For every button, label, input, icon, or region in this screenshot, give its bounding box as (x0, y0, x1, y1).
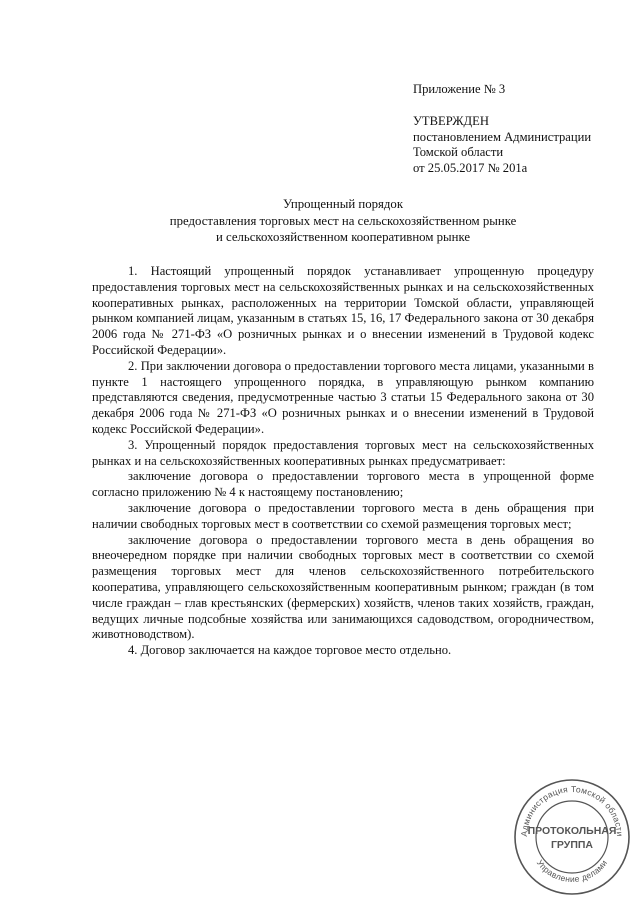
paragraph-3-item-1: заключение договора о предоставлении торгового места в упрощенной форме согласно приложению № 4 к настоящему постановлению; (92, 469, 594, 500)
approval-header (413, 82, 591, 177)
document-title (92, 196, 594, 246)
stamp-ring-bottom: Управление делами (534, 857, 610, 885)
document-body (92, 264, 594, 659)
stamp-center-line-2: ГРУППА (550, 839, 594, 851)
title-line-1: Упрощенный порядок (282, 197, 404, 211)
paragraph-3-item-3: заключение договора о предоставлении торгового места в день обращения во внеочередном порядке при наличии свободных торговых мест в соответствии со схемой размещения торговых мест для членов сельскохозяйственного потребительского кооператива, управляющего сельскохозяйственным кооперативным рынком; граждан (в том числе граждан – глав крестьянских (фермерских) хозяйств, членов таких хозяйств, граждан, ведущих личные подсобные хозяйства или занимающихся садоводством, огородничеством, животноводством). (92, 532, 594, 642)
approval-line-1: постановлением Администрации (413, 129, 592, 144)
paragraph-1: 1. Настоящий упрощенный порядок устанавливает упрощенную процедуру предоставления торговых мест на сельскохозяйственных рынках и на сельскохозяйственных кооперативных рынках, расположенных на территории Томской области, управляющей рынком компанией лицам, указанным в статьях 15, 16, 17 Федерального закона от 30 декабря 2006 года № 271-ФЗ «О розничных рынках и о внесении изменений в Трудовой кодекс Российской Федерации». (92, 264, 594, 357)
paragraph-2: 2. При заключении договора о предоставлении торгового места лицами, указанными в пункте 1 настоящего упрощенного порядка, в управляющую рынком компанию представляются сведения, предусмотренные частью 3 статьи 15 Федерального закона от 30 декабря 2006 года № 271-ФЗ «О розничных рынках и о внесении изменений в Трудовой кодекс Российской Федерации». (92, 358, 594, 436)
approved-label: УТВЕРЖДЕН (413, 113, 489, 128)
appendix-number: Приложение № 3 (413, 82, 506, 96)
title-line-2: предоставления торговых мест на сельскохозяйственном рынке (169, 213, 517, 228)
title-line-3: и сельскохозяйственном кооперативном рынке (215, 230, 471, 244)
paragraph-3-item-2: заключение договора о предоставлении торгового места в день обращения при наличии свободных торговых мест в соответствии со схемой размещения торговых мест; (92, 500, 594, 531)
paragraph-3: 3. Упрощенный порядок предоставления торговых мест на сельскохозяйственных рынках и на сельскохозяйственных кооперативных рынках предусматривает: (92, 437, 594, 468)
approval-line-3: от 25.05.2017 № 201а (413, 161, 528, 176)
stamp-ring-top: Администрация Томской области (518, 783, 626, 837)
stamp-seal (513, 778, 631, 896)
paragraph-4: 4. Договор заключается на каждое торговое место отдельно. (128, 643, 452, 658)
stamp-center-line-1: ПРОТОКОЛЬНАЯ (527, 825, 617, 837)
approval-line-2: Томской области (413, 145, 504, 160)
